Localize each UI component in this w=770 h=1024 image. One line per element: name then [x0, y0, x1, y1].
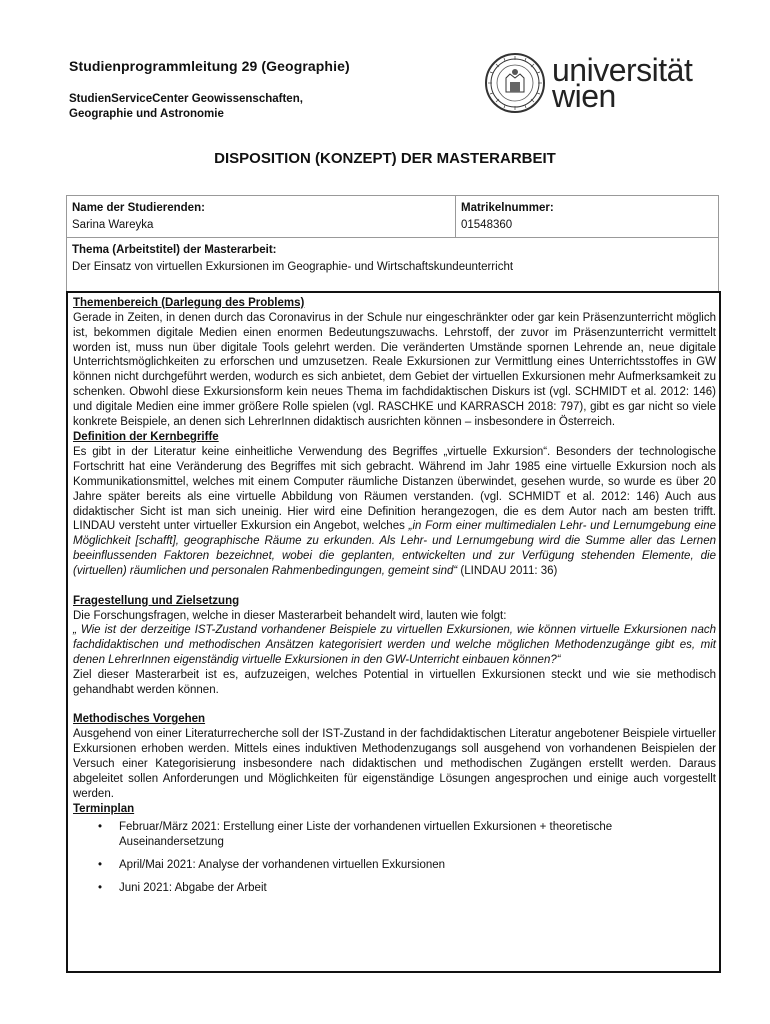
- problem-heading: Themenbereich (Darlegung des Problems): [73, 297, 305, 309]
- schedule-list: [73, 820, 716, 895]
- thesis-goal: Ziel dieser Masterarbeit ist es, aufzuzeigen, welches Potential in virtuellen Exkursionen steckt und wie sie methodisch gehandhabt werden können.: [73, 668, 716, 696]
- matrikel-cell: [456, 196, 718, 237]
- university-seal-icon: [484, 52, 546, 114]
- schedule-item: • Juni 2021: Abgabe der Arbeit: [73, 881, 716, 896]
- research-question: „ Wie ist der derzeitige IST-Zustand vorhandener Beispiele zu virtuellen Exkursionen, wie können virtuelle Exkursionen nach fachdidaktischen und methodischen Ansätzen kategorisiert werden und welche möglichen Methodenzugänge gibt es, mit denen LehrerInnen eigenständig virtuelle Exkursionen in den GW-Unterricht einbauen können?“: [73, 624, 716, 666]
- method-heading: Methodisches Vorgehen: [73, 713, 206, 726]
- matrikel-label: Matrikelnummer:: [461, 202, 554, 214]
- method-text: Ausgehend von einer Literaturrecherche soll der IST-Zustand in der fachdidaktischen Literatur angebotener Beispiele virtueller Exkursionen erhoben werden. Mittels eines induktiven Methodenzugangs soll ausgehend von vorhandenen Beispielen der Versuch einer Kategorisierung insbesondere nach didaktischen und methodischen Zugängen erstellt werden. Daraus abgeleitet sollen Anforderungen und Möglichkeiten für eigenständige Lösungen angesprochen und einige auch vorgestellt werden.: [73, 728, 716, 800]
- definition-heading: Definition der Kernbegriffe: [73, 431, 219, 444]
- logo-word-universitaet: universität: [552, 52, 693, 88]
- questions-heading: Fragestellung und Zielsetzung: [73, 594, 240, 607]
- student-name-cell: [67, 196, 456, 237]
- topic-label: Thema (Arbeitstitel) der Masterarbeit:: [72, 244, 277, 256]
- matrikel-value: 01548360: [461, 219, 513, 231]
- program-line: Studienprogrammleitung 29 (Geographie): [69, 58, 350, 74]
- schedule-heading: Terminplan: [73, 803, 135, 816]
- document-title: DISPOSITION (KONZEPT) DER MASTERARBEIT: [214, 150, 556, 167]
- lindau-quote: „in Form einer multimedialen Lehr- und Lernumgebung eine Möglichkeit [schafft], geographische Räume zu erkunden. Als Lehr- und Lernumgebung wird die Summe aller das Lernen beeinflussenden Faktoren bezeichnet, wobei die geplanten, entwickelten und zur Verfügung stehenden Elemente, die (virtuellen) räumlichen und personalen Rahmenbedingungen, gemeint sind“: [73, 520, 717, 577]
- student-name-value: Sarina Wareyka: [72, 219, 154, 231]
- topic-row: [67, 238, 718, 292]
- service-center: [69, 92, 303, 122]
- problem-text: Gerade in Zeiten, in denen durch das Coronavirus in der Schule nur eingeschränkter oder gar kein Präsenzunterricht möglich ist, bekommen digitale Medien einen enormen Bedeutungszuwachs. Lehrstoff, der zuvor im Präsenzunterricht vermittelt worden ist, muss nun über digitale Tools gelehrt werden. Die veränderten Umstände spornen Lehrende an, neue digitale Unterrichtsmöglichkeiten zu erforschen und umzusetzen. Reale Exkursionen zur Vermittlung eines Unterrichtsstoffes in GW können nicht durchgeführt werden, wodurch es sich anbietet, dem Gebiet der virtuellen Exkursionen mehr Aufmerksamkeit zu schenken. Obwohl diese Exkursionsform kein neues Thema im fachdidaktischen Diskurs ist (vgl. SCHMIDT et al. 2012: 146) und digitale Medien eine immer größere Rolle spielen (vgl. RASCHKE und KARRASCH 2018: 797), gibt es gar nicht so viele konkrete Beispiele, an denen sich LehrerInnen didaktisch ausrichten können – insbesondere in Österreich.: [73, 312, 716, 428]
- questions-intro: Die Forschungsfragen, welche in dieser Masterarbeit behandelt wird, lauten wie folgt:: [73, 609, 507, 622]
- lindau-citation: (LINDAU 2011: 36): [457, 564, 558, 577]
- schedule-item: • Februar/März 2021: Erstellung einer Liste der vorhandenen virtuellen Exkursionen + theoretische Auseinandersetzung: [73, 820, 716, 850]
- topic-cell: [67, 238, 718, 291]
- definition-text: [73, 445, 716, 578]
- schedule-item: • April/Mai 2021: Analyse der vorhandenen virtuellen Exkursionen: [73, 858, 716, 873]
- student-row: [67, 196, 718, 238]
- student-info-table: [66, 195, 719, 292]
- definition-text-plain: Es gibt in der Literatur keine einheitliche Verwendung des Begriffes „virtuelle Exkursion“. Besonders der technologische Fortschritt hat eine Veränderung des Begriffes mit sich gebracht. Während im Jahr 1985 eine virtuelle Exkursion noch als Kommunikationsmittel, welches mit einem Computer räumliche Distanzen überwindet, gesehen wurde, so wurde es über 20 Jahre später bereits als eine virtuelle Abbildung von Räumen verstanden. (vgl. SCHMIDT et al. 2012: 146) Auch aus didaktischer Sicht ist man sich uneinig. Hier wird eine Definition herangezogen, die es dem Autor nach am besten trifft. LINDAU versteht unter virtueller Exkursion ein Angebot, welches: [73, 446, 716, 533]
- thesis-content-box: [66, 291, 721, 973]
- service-center-line-1: StudienServiceCenter Geowissenschaften,: [69, 93, 303, 105]
- topic-value: Der Einsatz von virtuellen Exkursionen im Geographie- und Wirtschaftskundeunterricht: [72, 261, 514, 273]
- logo-word-wien: wien: [552, 78, 616, 114]
- student-name-label: Name der Studierenden:: [72, 202, 205, 214]
- university-logo: [484, 52, 724, 118]
- service-center-line-2: Geographie und Astronomie: [69, 108, 224, 120]
